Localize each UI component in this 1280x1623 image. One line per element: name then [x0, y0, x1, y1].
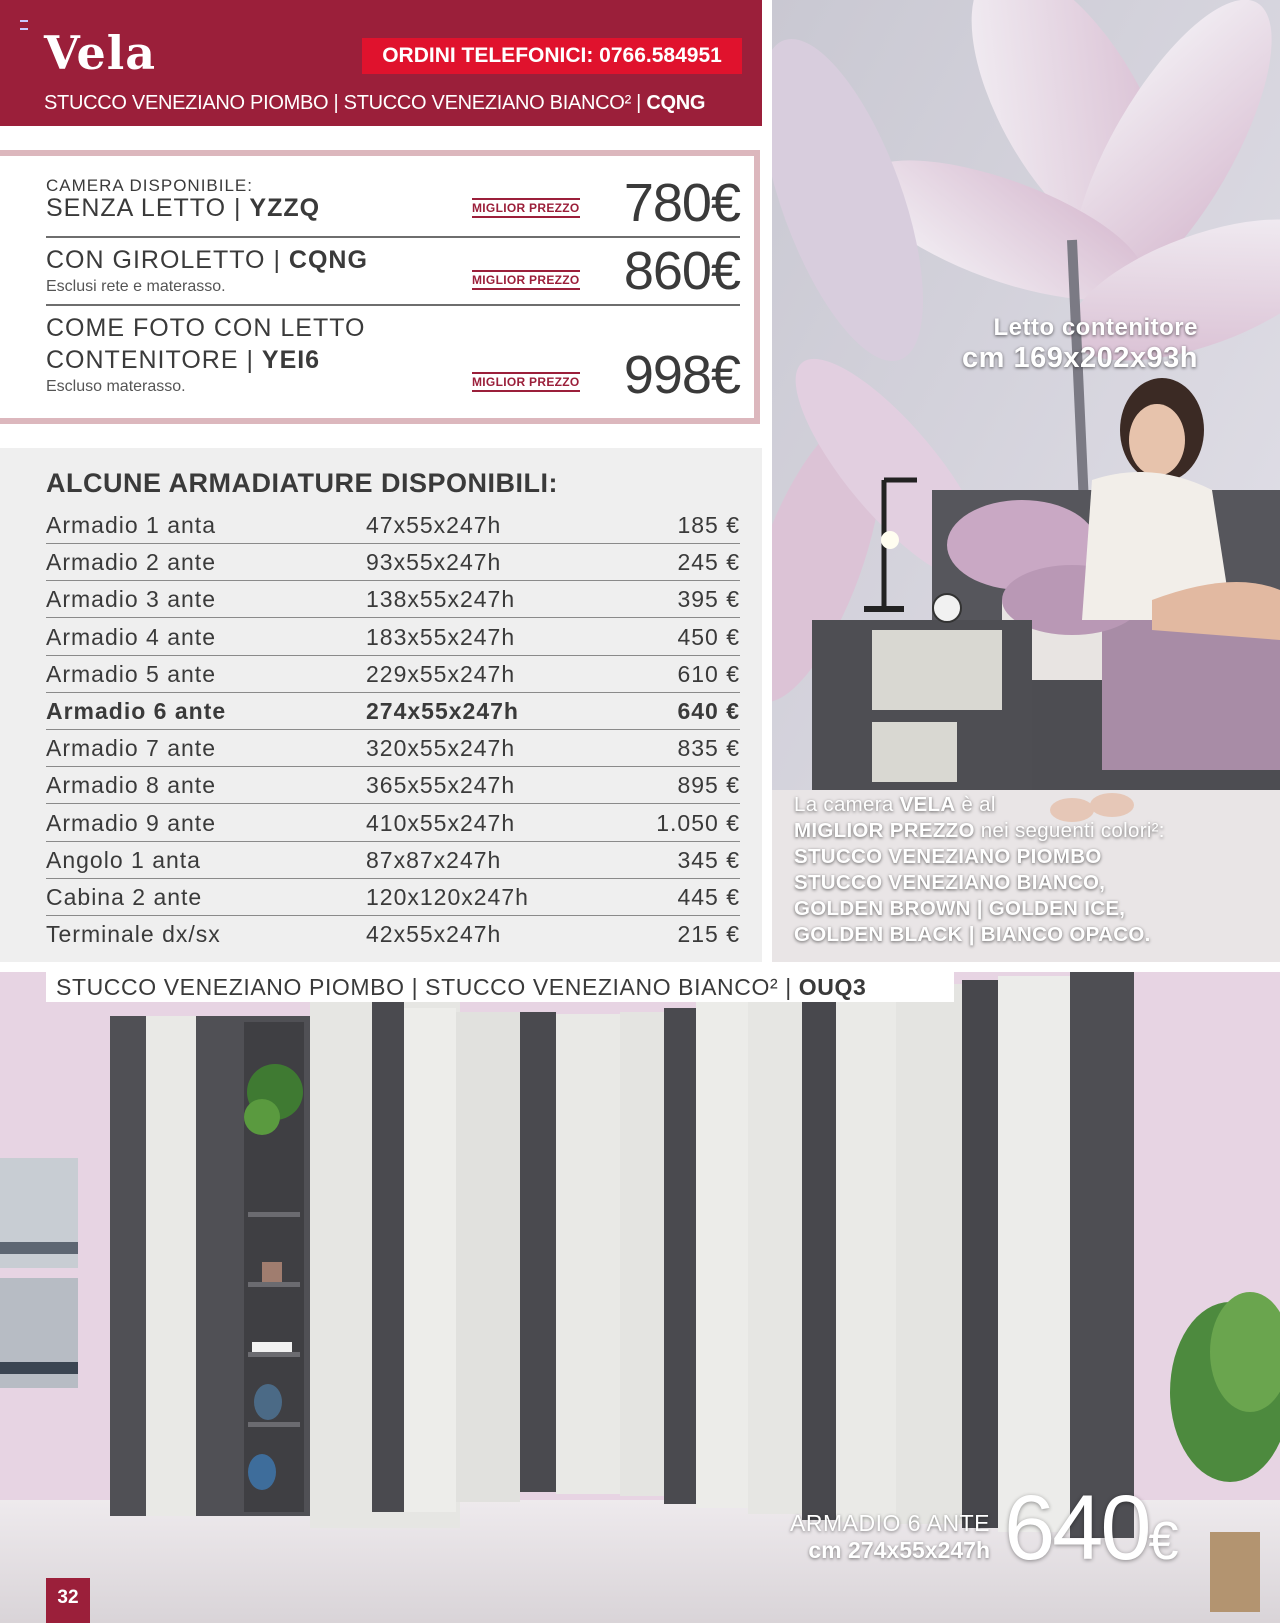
wardrobe-name: Armadio 7 ante [46, 735, 216, 762]
wardrobe-size: 274x55x247h [366, 698, 519, 724]
bed-caption [962, 314, 1198, 375]
color-list-4: GOLDEN BLACK | BIANCO OPACO. [794, 923, 1151, 946]
color-list-2: STUCCO VENEZIANO BIANCO, [794, 871, 1106, 894]
wardrobe-price-cell: 395 € [677, 586, 740, 613]
phone-orders-badge[interactable]: ORDINI TELEFONICI: 0766.584951 [362, 38, 742, 74]
wardrobe-price-cell: 185 € [677, 512, 740, 538]
price-row-title: CON GIROLETTO | CQNG [46, 246, 368, 274]
divider [46, 304, 740, 306]
wardrobe-name: Armadio 1 anta [46, 512, 216, 538]
wardrobe-name: Armadio 3 ante [46, 586, 216, 613]
wardrobe-name: Angolo 1 anta [46, 846, 201, 873]
wardrobe-finish-label: STUCCO VENEZIANO PIOMBO | STUCCO VENEZIANO BIANCO² | OUQ3 [46, 972, 954, 1002]
table-row [46, 655, 740, 693]
wardrobe-name: Armadio 2 ante [46, 549, 216, 576]
wardrobe-size: 183x55x247h [366, 623, 516, 650]
wardrobe-price-cell: 640 € [677, 698, 740, 724]
price-row-note: Esclusi rete e materasso. [46, 278, 226, 295]
table-row [46, 766, 740, 804]
price-value: 780€ [623, 173, 740, 233]
wardrobe-size: 87x87x247h [366, 846, 502, 873]
wardrobe-caption [790, 1510, 990, 1564]
wardrobe-name: Armadio 8 ante [46, 772, 216, 799]
wardrobe-price: 640€ [1004, 1477, 1179, 1579]
price-row-title: CONTENITORE | YEI6 [46, 346, 321, 374]
color-list-3: GOLDEN BROWN | GOLDEN ICE, [794, 897, 1126, 920]
price-row-note: Escluso materasso. [46, 378, 186, 395]
color-list-1: STUCCO VENEZIANO PIOMBO [794, 845, 1102, 868]
table-row [46, 580, 740, 618]
table-row [46, 618, 740, 656]
header-subtitle: STUCCO VENEZIANO PIOMBO | STUCCO VENEZIANO BIANCO² | CQNG [44, 92, 706, 114]
wardrobe-size: 138x55x247h [366, 586, 516, 613]
wardrobe-name: Terminale dx/sx [46, 921, 221, 948]
wardrobe-table-title: ALCUNE ARMADIATURE DISPONIBILI: [46, 468, 558, 498]
wardrobe-name: Armadio 9 ante [46, 809, 216, 836]
wardrobe-price-cell: 445 € [677, 884, 740, 910]
wardrobe-price-cell: 895 € [677, 772, 740, 799]
wardrobe-price-cell: 245 € [677, 549, 740, 576]
price-row-title: SENZA LETTO | YZZQ [46, 194, 321, 222]
table-row [46, 878, 740, 916]
colors-caption [794, 792, 1264, 948]
table-row [46, 543, 740, 581]
wardrobe-price-cell: 835 € [677, 735, 740, 762]
bed-caption-size: cm 169x202x93h [962, 342, 1198, 374]
wardrobe-size: 42x55x247h [366, 921, 502, 948]
table-row [46, 506, 740, 544]
best-price-badge: MIGLIOR PREZZO [472, 372, 580, 392]
price-value: 860€ [623, 241, 740, 301]
wardrobe-name: Armadio 5 ante [46, 660, 216, 687]
wardrobe-size: 410x55x247h [366, 809, 516, 836]
price-row-con-giroletto [46, 241, 740, 304]
page-number: 32 [46, 1578, 90, 1623]
wardrobe-price-cell: 345 € [677, 846, 740, 873]
price-row-title-line1: COME FOTO CON LETTO [46, 314, 366, 342]
menu-icon [20, 20, 28, 30]
brand-title: Vela [44, 26, 157, 80]
divider [46, 236, 740, 238]
wardrobe-size: 229x55x247h [366, 660, 516, 687]
available-label: CAMERA DISPONIBILE: [46, 176, 253, 195]
best-price-badge: MIGLIOR PREZZO [472, 198, 580, 218]
wardrobe-size: 365x55x247h [366, 772, 516, 799]
price-row-come-foto [46, 314, 740, 404]
wardrobe-size: 47x55x247h [366, 512, 502, 538]
price-row-senza-letto [46, 173, 740, 234]
wardrobe-price-cell: 450 € [677, 623, 740, 650]
table-row [46, 729, 740, 767]
table-row [46, 915, 740, 952]
table-row [46, 692, 740, 730]
wardrobe-caption-size: cm 274x55x247h [808, 1537, 990, 1563]
bed-caption-name: Letto contenitore [993, 314, 1198, 341]
wardrobe-size: 93x55x247h [366, 549, 502, 576]
table-row [46, 804, 740, 842]
colors-intro-2: MIGLIOR PREZZO nei seguenti colori²: [794, 819, 1165, 842]
wardrobe-price-cell: 1.050 € [656, 809, 740, 836]
colors-intro: La camera VELA è al [794, 793, 996, 816]
wardrobe-name: Armadio 6 ante [46, 698, 227, 724]
wardrobe-name: Armadio 4 ante [46, 623, 216, 650]
price-value: 998€ [623, 345, 740, 405]
wardrobe-price-cell: 215 € [677, 921, 740, 948]
wardrobe-size: 320x55x247h [366, 735, 516, 762]
wardrobe-price-cell: 610 € [677, 660, 740, 687]
best-price-badge: MIGLIOR PREZZO [472, 270, 580, 290]
wardrobe-size: 120x120x247h [366, 884, 529, 910]
table-row [46, 841, 740, 879]
wardrobe-name: Cabina 2 ante [46, 884, 203, 910]
wardrobe-caption-name: ARMADIO 6 ANTE [790, 1510, 990, 1536]
